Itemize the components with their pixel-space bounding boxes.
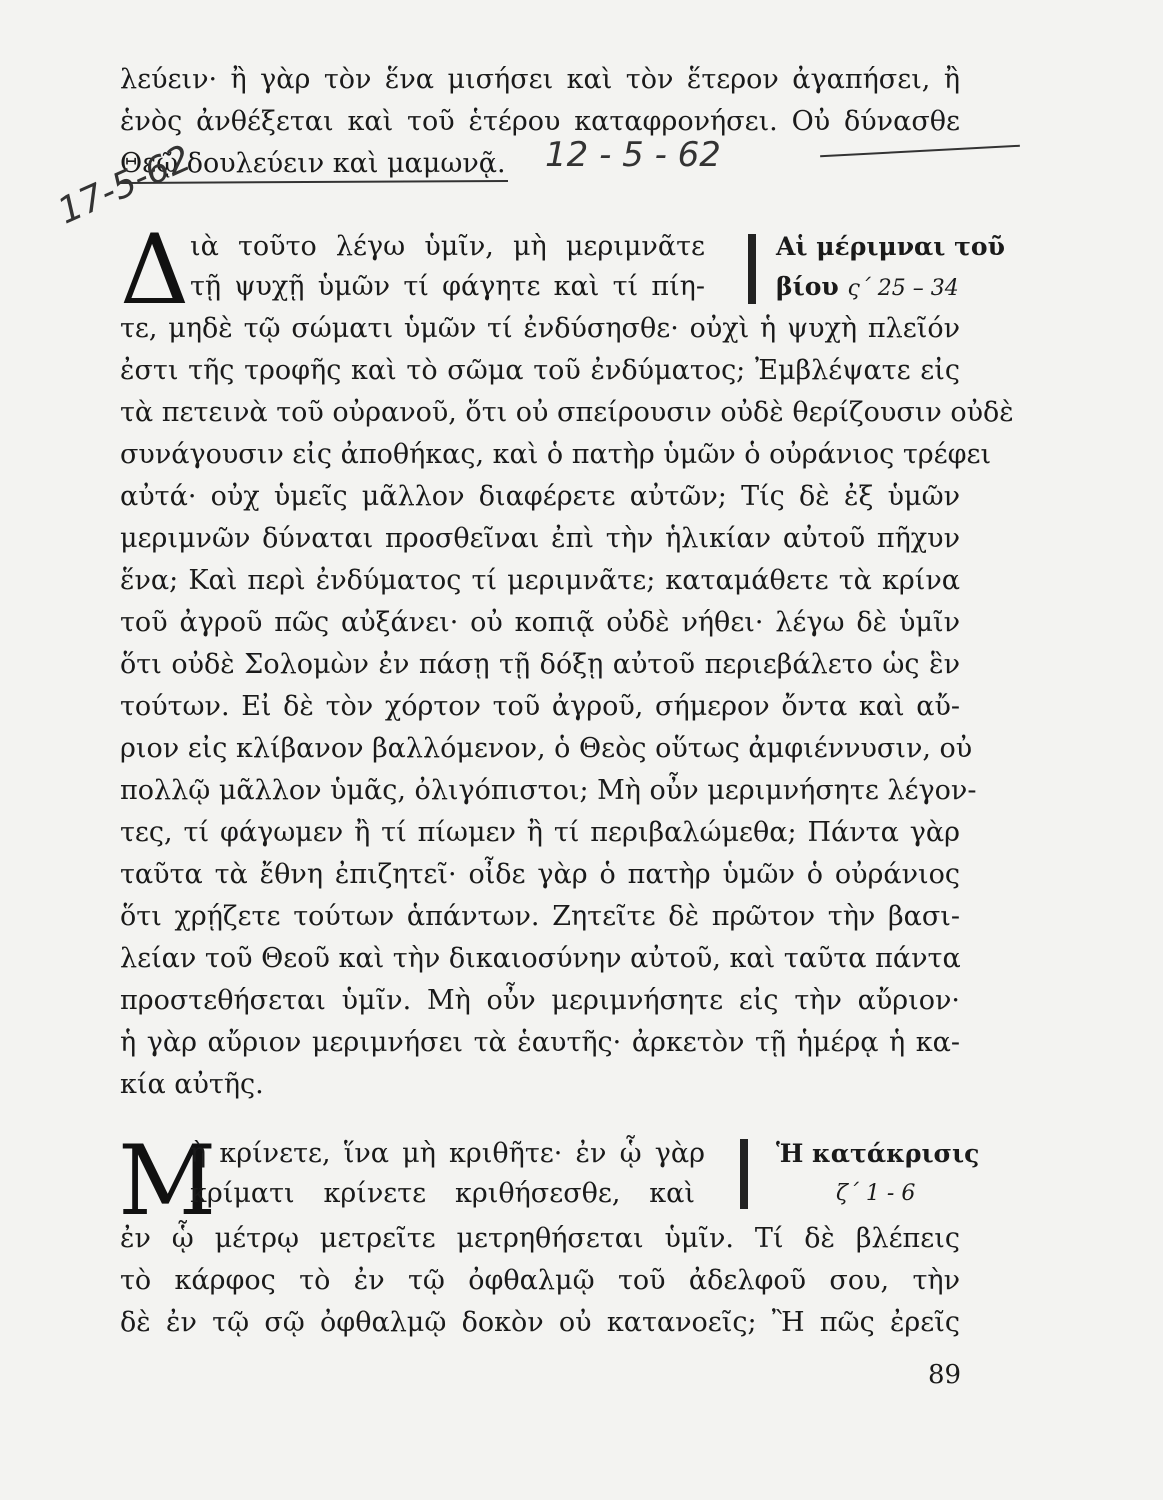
section-heading-worries-line2 bbox=[776, 270, 959, 306]
margin-bar bbox=[748, 234, 756, 304]
page-number: 89 bbox=[928, 1360, 962, 1390]
section-heading-worries: Αἱ μέριμναι τοῦ bbox=[776, 232, 1005, 261]
handwritten-date-left: 17-5-62 bbox=[52, 137, 198, 233]
text-line: ἡ γὰρ αὔριον μεριμνήσει τὰ ἑαυτῆς· ἀρκετὸν τῇ ἡμέρᾳ ἡ κα- bbox=[120, 1027, 960, 1058]
text-line: τοῦ ἀγροῦ πῶς αὐξάνει· οὐ κοπιᾷ οὐδὲ νήθει· λέγω δὲ ὑμῖν bbox=[120, 607, 960, 638]
text-line: λεύειν· ἢ γὰρ τὸν ἕνα μισήσει καὶ τὸν ἕτερον ἀγαπήσει, ἢ bbox=[120, 64, 960, 95]
text-line: προστεθήσεται ὑμῖν. Μὴ οὖν μεριμνήσητε εἰς τὴν αὔριον· bbox=[120, 985, 960, 1016]
text-line: τες, τί φάγωμεν ἢ τί πίωμεν ἢ τί περιβαλώμεθα; Πάντα γὰρ bbox=[120, 817, 960, 848]
text-line: ἐστι τῆς τροφῆς καὶ τὸ σῶμα τοῦ ἐνδύματος; Ἐμβλέψατε εἰς bbox=[120, 355, 960, 386]
drop-cap-delta: Δ bbox=[120, 214, 190, 326]
text-line: τὸ κάρφος τὸ ἐν τῷ ὀφθαλμῷ τοῦ ἀδελφοῦ σου, τὴν bbox=[120, 1265, 960, 1296]
drop-cap-mu: Μ bbox=[118, 1125, 217, 1237]
text-line: ἕνα; Καὶ περὶ ἐνδύματος τί μεριμνᾶτε; καταμάθετε τὰ κρίνα bbox=[120, 565, 960, 596]
text-line: ὴ κρίνετε, ἵνα μὴ κριθῆτε· ἐν ᾧ γὰρ bbox=[190, 1138, 705, 1169]
text-line: μεριμνῶν δύναται προσθεῖναι ἐπὶ τὴν ἡλικίαν αὐτοῦ πῆχυν bbox=[120, 523, 960, 554]
text-line: ιὰ τοῦτο λέγω ὑμῖν, μὴ μεριμνᾶτε bbox=[190, 231, 705, 262]
handwritten-date-right: 12 - 5 - 62 bbox=[545, 135, 721, 175]
text-line: ὅτι οὐδὲ Σολομὼν ἐν πάσῃ τῇ δόξῃ αὐτοῦ περιεβάλετο ὡς ἓν bbox=[120, 649, 960, 680]
text-line: ριον εἰς κλίβανον βαλλόμενον, ὁ Θεὸς οὕτως ἀμφιέννυσιν, οὐ bbox=[120, 733, 973, 764]
text-line: τε, μηδὲ τῷ σώματι ὑμῶν τί ἐνδύσησθε· οὐχὶ ἡ ψυχὴ πλεῖόν bbox=[120, 313, 960, 344]
text-line: ταῦτα τὰ ἔθνη ἐπιζητεῖ· οἶδε γὰρ ὁ πατὴρ ὑμῶν ὁ οὐράνιος bbox=[120, 859, 960, 890]
section-heading-word: βίου bbox=[776, 272, 839, 301]
text-line: κρίματι κρίνετε κριθήσεσθε, καὶ bbox=[190, 1178, 695, 1209]
margin-bar bbox=[740, 1139, 748, 1209]
text-line: κία αὐτῆς. bbox=[120, 1069, 264, 1100]
text-line: λείαν τοῦ Θεοῦ καὶ τὴν δικαιοσύνην αὐτοῦ, καὶ ταῦτα πάντα bbox=[120, 943, 961, 974]
section-reference: ς΄ 25 – 34 bbox=[847, 276, 959, 301]
text-line: Θεῷ δουλεύειν καὶ μαμωνᾷ. bbox=[120, 148, 506, 179]
text-line: ὅτι χρῄζετε τούτων ἁπάντων. Ζητεῖτε δὲ πρῶτον τὴν βασι- bbox=[120, 901, 960, 932]
text-line: αὐτά· οὐχ ὑμεῖς μᾶλλον διαφέρετε αὐτῶν; Τίς δὲ ἐξ ὑμῶν bbox=[120, 481, 960, 512]
text-line: ἑνὸς ἀνθέξεται καὶ τοῦ ἑτέρου καταφρονήσει. Οὐ δύνασθε bbox=[120, 106, 960, 137]
text-line: δὲ ἐν τῷ σῷ ὀφθαλμῷ δοκὸν οὐ κατανοεῖς; Ἢ πῶς ἐρεῖς bbox=[120, 1307, 960, 1338]
text-line: τῇ ψυχῇ ὑμῶν τί φάγητε καὶ τί πίη- bbox=[190, 271, 705, 302]
text-line: ἐν ᾧ μέτρῳ μετρεῖτε μετρηθήσεται ὑμῖν. Τί δὲ βλέπεις bbox=[120, 1223, 960, 1254]
section-heading-judgment: Ἡ κατάκρισις bbox=[776, 1139, 980, 1168]
text-line: συνάγουσιν εἰς ἀποθήκας, καὶ ὁ πατὴρ ὑμῶν ὁ οὐράνιος τρέφει bbox=[120, 439, 992, 470]
section-reference: ζ΄ 1 - 6 bbox=[836, 1181, 916, 1206]
text-line: τὰ πετεινὰ τοῦ οὐρανοῦ, ὅτι οὐ σπείρουσιν οὐδὲ θερίζουσιν οὐδὲ bbox=[120, 397, 1014, 428]
handwritten-stroke bbox=[820, 145, 1020, 157]
text-line: πολλῷ μᾶλλον ὑμᾶς, ὀλιγόπιστοι; Μὴ οὖν μεριμνήσητε λέγον- bbox=[120, 775, 977, 806]
text-line: τούτων. Εἰ δὲ τὸν χόρτον τοῦ ἀγροῦ, σήμερον ὄντα καὶ αὔ- bbox=[120, 691, 960, 722]
